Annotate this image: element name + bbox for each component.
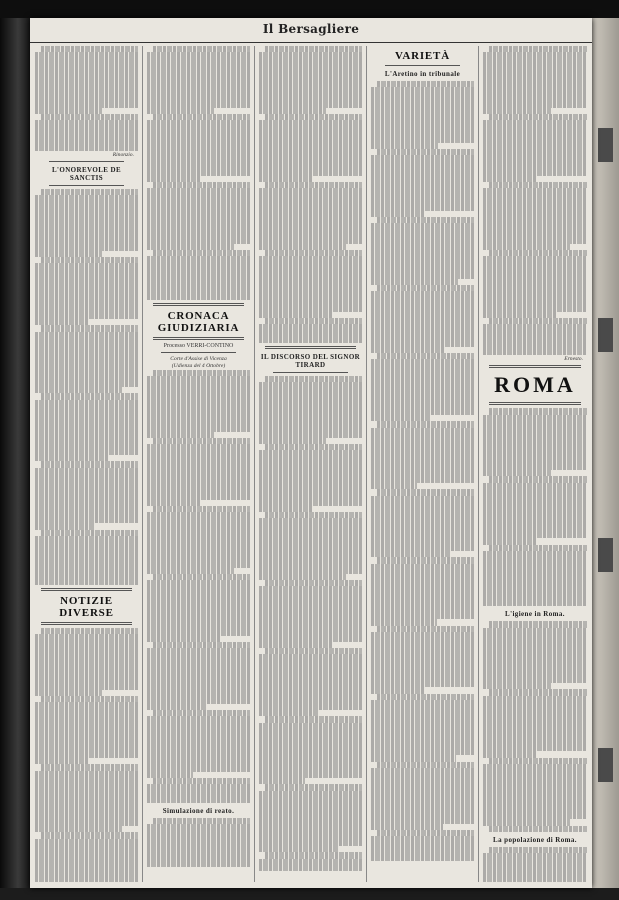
adjacent-page-edge: [592, 18, 619, 888]
separator: [153, 303, 244, 306]
column-3: [259, 46, 362, 882]
text-line: [147, 294, 250, 300]
article-subheading: Processo VERRI-CONTINO: [163, 342, 234, 349]
text-line: [483, 878, 587, 882]
text-block: [483, 621, 587, 831]
separator: [153, 337, 244, 340]
section-heading: CRONACA GIUDIZIARIA: [157, 309, 240, 334]
separator: [41, 588, 132, 591]
book-binding-edge: [0, 18, 30, 888]
article-subheading: L'igiene in Roma.: [505, 610, 565, 619]
article-subheading: La popolazione di Roma.: [493, 835, 577, 844]
text-block: [371, 81, 474, 861]
article-subheading: (Udienza del 4 Ottobre): [171, 362, 226, 369]
text-block: [483, 847, 587, 882]
text-line: [259, 337, 362, 343]
article-heading: L'ONOREVOLE DE SANCTIS: [51, 166, 122, 183]
column-divider: [366, 46, 367, 882]
text-block: [35, 628, 138, 882]
text-line: [259, 865, 362, 871]
text-line: [483, 349, 587, 355]
column-1: [35, 46, 138, 882]
section-heading: ROMA: [494, 372, 576, 398]
text-block: [483, 46, 587, 355]
separator: [265, 346, 356, 349]
text-line: [371, 854, 474, 860]
separator: [49, 185, 124, 186]
text-line: [483, 600, 587, 606]
page-marker: [598, 318, 613, 352]
section-heading: VARIETÀ: [395, 50, 450, 62]
text-line: [147, 861, 250, 867]
column-2: [147, 46, 250, 882]
signature: Rinonzio.: [112, 152, 134, 159]
column-5: [483, 46, 587, 882]
separator: [489, 365, 581, 368]
article-heading: L'Aretino in tribunale: [384, 70, 461, 78]
newspaper-page: [30, 18, 592, 888]
article-subheading: Corte d'Assise di Vicenza: [170, 355, 227, 362]
article-heading: IL DISCORSO DEL SIGNOR TIRARD: [260, 353, 361, 369]
text-block: [483, 408, 587, 606]
separator: [273, 372, 348, 373]
text-block: [147, 818, 250, 868]
text-block: [35, 189, 138, 585]
text-line: [35, 579, 138, 585]
page-marker: [598, 538, 613, 572]
page-marker: [598, 128, 613, 162]
article-heading: Simulazione di reato.: [162, 806, 235, 815]
separator: [161, 352, 236, 353]
scan-top-edge: [0, 0, 619, 18]
text-line: [147, 797, 250, 803]
column-divider: [254, 46, 255, 882]
separator: [489, 402, 581, 405]
signature: Ernesto.: [564, 356, 583, 363]
text-line: [35, 145, 138, 151]
column-divider: [142, 46, 143, 882]
masthead-title: Il Bersagliere: [262, 22, 360, 36]
separator: [41, 622, 132, 625]
masthead: [30, 18, 592, 43]
column-divider: [478, 46, 479, 882]
text-line: [489, 826, 587, 832]
text-block: [147, 46, 250, 300]
text-block: [259, 376, 362, 871]
separator: [385, 65, 460, 66]
text-block: [147, 370, 250, 803]
page-marker: [598, 748, 613, 782]
column-4: [371, 46, 474, 882]
separator: [49, 161, 124, 162]
text-block: [259, 46, 362, 343]
section-heading: NOTIZIE DIVERSE: [59, 595, 114, 620]
text-block: [35, 46, 138, 151]
